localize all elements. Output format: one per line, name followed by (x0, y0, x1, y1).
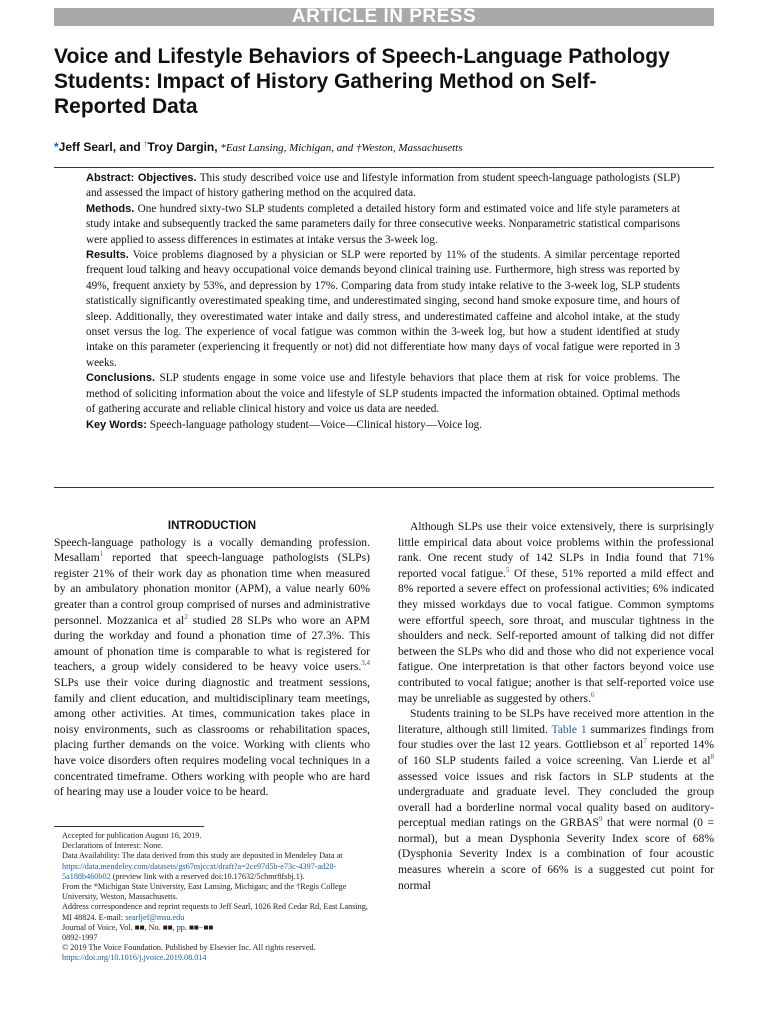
footnote-copyright: © 2019 The Voice Foundation. Published by Elsevier Inc. All rights reserved. (62, 943, 316, 953)
citation-ref[interactable]: 5 (505, 565, 510, 574)
text-run: Students training to be SLPs have received more attention in the literature, although still limited. (398, 707, 714, 736)
conclusions-label: Conclusions. (86, 372, 156, 385)
abstract-top-rule (54, 167, 714, 168)
title-line: Students: Impact of History Gathering Method on Self- (54, 70, 597, 93)
email-link[interactable]: searljef@msu.edu (125, 912, 185, 922)
article-title (54, 44, 724, 119)
text-run: reported 14% of 160 SLP students failed a voice screening. Van Lierde et al (398, 738, 714, 767)
footnote-data-availability (54, 851, 372, 882)
text-run: Although SLPs use their voice extensively, there is surprisingly little empirical data about voice problems within the professional rank. One recent study of 142 SLPs in India found that 71% reported vocal fatigue. (398, 520, 714, 580)
citation-ref[interactable]: 3,4 (361, 659, 370, 668)
citation-ref[interactable]: 8 (710, 752, 714, 761)
abstract-keywords (86, 418, 680, 433)
title-line: Reported Data (54, 95, 198, 118)
footnote-rule (54, 826, 204, 827)
citation-ref[interactable]: 6 (590, 690, 595, 699)
author-mark-2: † (144, 140, 148, 148)
text-run: studied 28 SLPs who wore an APM during the workday and found a phonation time of 27.3%. This amount of phonation time is comparable to what is registered for teachers, a group widely considered to be heavy voice users. (54, 613, 370, 674)
abstract-conclusions (86, 371, 680, 417)
keywords-text: Speech-language pathology student—Voice—Clinical history—Voice log. (149, 418, 483, 431)
citation-ref[interactable]: 1 (99, 550, 104, 559)
footnote-interest: Declarations of Interest: None. (62, 841, 163, 851)
abstract-bottom-rule (54, 487, 714, 488)
citation-ref[interactable]: 2 (184, 612, 188, 621)
intro-paragraph-2 (398, 519, 714, 706)
citation-ref[interactable]: 7 (643, 737, 647, 746)
text-run: summarizes findings from four studies over the last 12 years. Gottliebson et al (398, 722, 714, 752)
objectives-text: This study described voice use and lifestyle information from student speech-language pathologists (SLP) and assessed the impact of history gathering method on the acquired data. (86, 172, 680, 200)
text-run: reported that speech-language pathologists (SLPs) register 21% of their work day as phonation time when measured by an ambulatory phonation monitor (APM), a value nearly 60% greater than a control group comprised of nurses and administrative personnel. Mozzanica et al (54, 551, 370, 627)
objectives-label: Abstract: Objectives. (86, 172, 197, 184)
body-column-left (54, 519, 370, 800)
methods-label: Methods. (86, 202, 135, 215)
affiliations: *East Lansing, Michigan, and †Weston, Massachusetts (217, 142, 463, 154)
text-run: assessed voice issues and risk factors in SLP students at the undergraduate and graduate level. They concluded the group overall had a borderline normal vocal quality based on auditory-perceptual median ratings on the GRBAS (398, 769, 714, 830)
abstract-results (86, 248, 680, 371)
footnote-issn: 0892-1997 (62, 933, 98, 943)
author-2[interactable]: Troy Dargin, (147, 140, 218, 154)
text-run: SLPs use their voice during diagnostic and treatment sessions, family and client education, and multidisciplinary team meetings, among other activities. At times, communication takes place in noisy environments, such as classrooms or rehabilitation spaces, placing further demands on the voice. Working with clients who have voice disorders often requires modeling vocal techniques in a concentrated timeframe. Others working with people who are hard of hearing may use a louder voice to be heard. (54, 675, 370, 799)
author-line (54, 140, 734, 155)
footnote-address (54, 902, 372, 922)
citation-ref[interactable]: 9 (598, 815, 603, 824)
methods-text: One hundred sixty-two SLP students completed a detailed history form and estimated voice and life style parameters at study intake and subsequently tracked the same parameters daily for three consecutive weeks. Nonparametric statistical comparisons were applied to assess differences in estimates at intake versus the 3-week log. (86, 202, 681, 246)
intro-paragraph-3 (398, 706, 714, 893)
mendeley-data-link[interactable]: https://data.mendeley.com/datasets/gs67mjccxt/draft?a=2ce97d5b-e73c-4397-ad28-5a188b460b02 (62, 861, 337, 881)
abstract-methods (86, 202, 680, 248)
text-run: that were normal (0 = normal), but a mean Dysphonia Severity Index score of 68% (Dysphonia Severity Index is a combination of four acoustic measures wherein a score of 66% is a suggested cut point for normal (398, 816, 714, 892)
table-1-link[interactable]: Table 1 (551, 722, 587, 736)
footnote-journal: Journal of Voice, Vol. ■■, No. ■■, pp. ■■−■■ (62, 922, 214, 932)
text-run: Data Availability: The data derived from this study are deposited in Mendeley Data at (62, 851, 343, 861)
abstract (86, 171, 680, 433)
footnote-accepted: Accepted for publication August 16, 2019. (62, 831, 202, 840)
footnotes (54, 831, 372, 964)
text-run: (preview link with a reserved doi:10.17632/5chmr8fsbj.1). (110, 871, 305, 881)
footnote-from: From the *Michigan State University, East Lansing, Michigan; and the †Regis College University, Weston, Massachusetts. (62, 882, 347, 902)
text-run: Address correspondence and reprint requests to Jeff Searl, 1026 Red Cedar Rd, East Lansing, MI 48824. E-mail: (62, 902, 368, 922)
article-in-press-banner: ARTICLE IN PRESS (54, 8, 714, 26)
abstract-objectives (86, 171, 680, 202)
title-line: Voice and Lifestyle Behaviors of Speech-Language Pathology (54, 45, 670, 68)
text-run: Speech-language pathology is a vocally demanding profession. Mesallam (54, 535, 370, 565)
doi-link[interactable]: https://doi.org/10.1016/j.jvoice.2019.08.014 (62, 953, 207, 963)
author-1[interactable]: Jeff Searl, and (58, 140, 145, 154)
conclusions-text: SLP students engage in some voice use and lifestyle behaviors that place them at risk for voice problems. The method of soliciting information about the voice and lifestyle of SLP students impacted the information obtained. Optimal methods of gathering accurate and reliable clinical history and voice us data are needed. (86, 372, 680, 416)
author-mark-1: * (54, 140, 59, 154)
results-text: Voice problems diagnosed by a physician or SLP were reported by 11% of the students. A similar percentage reported frequent loud talking and heavy occupational voice demands beyond clinical training use. Furthermore, high stress was reported by 49%, frequent anxiety by 53%, and depression by 17%. Comparing data from study intake relative to the 3-week log, SLP students statistically significantly overestimated speaking time, and underestimated singing, second hand smoke exposure time, and hours of sleep. Additionally, they overestimated water intake and daily stress, and underestimated caffeine and alcohol intake, at the study onset versus the log. The experience of vocal fatigue was common within the 3-week log, but how a student identified at study intake on this parameter (experiencing it frequently or not) did not differentiate how many days of vocal fatigue were reported in 3 weeks. (86, 249, 680, 369)
intro-paragraph-1 (54, 535, 370, 800)
section-heading-introduction: INTRODUCTION (167, 520, 257, 532)
body-column-right-text (398, 519, 714, 893)
keywords-label: Key Words: (86, 418, 147, 431)
text-run: Of these, 51% reported a mild effect and 8% reported a severe effect on professional activities; 6% indicated they missed workdays due to vocal fatigue. Common symptoms were effortful speech, sore throat, and muscular tightness in the shoulders and neck. Self-reported amount of talking did not differ between the SLPs who did and those who did not experience vocal fatigue. One interpretation is that other factors beyond voice use contributed to vocal fatigue; another is that self-reported voice use may be unreliable as suggested by others. (398, 566, 714, 705)
results-label: Results. (86, 249, 129, 262)
